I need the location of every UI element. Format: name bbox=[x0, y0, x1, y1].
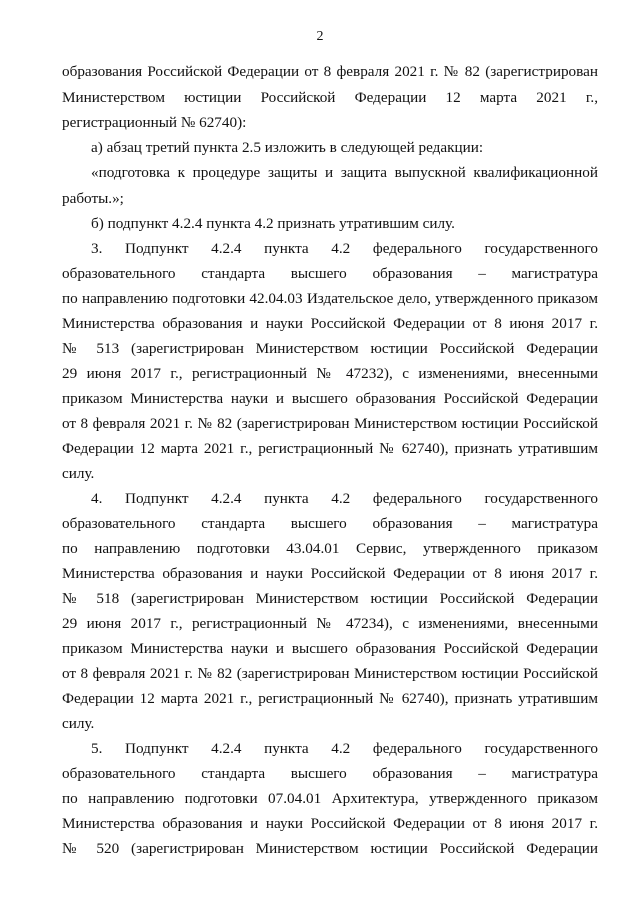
text-line: от 8 февраля 2021 г. № 82 (зарегистрирован Министерством юстиции Российской bbox=[62, 665, 598, 682]
text-line: Министерства образования и науки Российской Федерации от 8 июня 2017 г. bbox=[62, 565, 598, 582]
text-line: б) подпункт 4.2.4 пункта 4.2 признать утратившим силу. bbox=[91, 215, 455, 232]
text-line: № 520 (зарегистрирован Министерством юстиции Российской Федерации bbox=[62, 840, 598, 857]
text-line: а) абзац третий пункта 2.5 изложить в следующей редакции: bbox=[91, 139, 484, 156]
text-line: 5. Подпункт 4.2.4 пункта 4.2 федерального государственного bbox=[91, 740, 598, 757]
text-line: работы.»; bbox=[62, 190, 124, 207]
text-line: 4. Подпункт 4.2.4 пункта 4.2 федерального государственного bbox=[91, 490, 598, 507]
text-line: образования Российской Федерации от 8 февраля 2021 г. № 82 (зарегистрирован bbox=[62, 63, 598, 80]
text-line: силу. bbox=[62, 715, 95, 732]
text-line: образовательного стандарта высшего образования – магистратура bbox=[62, 765, 598, 782]
text-line: «подготовка к процедуре защиты и защита выпускной квалификационной bbox=[91, 164, 598, 181]
text-line: Федерации 12 марта 2021 г., регистрационный № 62740), признать утратившим bbox=[62, 690, 598, 707]
text-line: по направлению подготовки 42.04.03 Издательское дело, утвержденного приказом bbox=[62, 290, 598, 307]
text-line: по направлению подготовки 07.04.01 Архитектура, утвержденного приказом bbox=[62, 790, 598, 807]
text-line: образовательного стандарта высшего образования – магистратура bbox=[62, 265, 598, 282]
text-line: приказом Министерства науки и высшего образования Российской Федерации bbox=[62, 390, 598, 407]
text-line: Министерством юстиции Российской Федерации 12 марта 2021 г., bbox=[62, 89, 598, 106]
text-line: 29 июня 2017 г., регистрационный № 47234), с изменениями, внесенными bbox=[62, 615, 598, 632]
page-number: 2 bbox=[316, 29, 324, 44]
text-line: по направлению подготовки 43.04.01 Сервис, утвержденного приказом bbox=[62, 540, 598, 557]
text-line: № 513 (зарегистрирован Министерством юстиции Российской Федерации bbox=[62, 340, 598, 357]
text-line: регистрационный № 62740): bbox=[62, 114, 247, 131]
text-line: № 518 (зарегистрирован Министерством юстиции Российской Федерации bbox=[62, 590, 598, 607]
text-line: приказом Министерства науки и высшего образования Российской Федерации bbox=[62, 640, 598, 657]
text-line: 29 июня 2017 г., регистрационный № 47232), с изменениями, внесенными bbox=[62, 365, 598, 382]
text-line: 3. Подпункт 4.2.4 пункта 4.2 федерального государственного bbox=[91, 240, 598, 257]
text-line: Федерации 12 марта 2021 г., регистрационный № 62740), признать утратившим bbox=[62, 440, 598, 457]
text-line: силу. bbox=[62, 465, 95, 482]
text-line: от 8 февраля 2021 г. № 82 (зарегистрирован Министерством юстиции Российской bbox=[62, 415, 598, 432]
text-line: Министерства образования и науки Российской Федерации от 8 июня 2017 г. bbox=[62, 815, 598, 832]
text-line: Министерства образования и науки Российской Федерации от 8 июня 2017 г. bbox=[62, 315, 598, 332]
text-line: образовательного стандарта высшего образования – магистратура bbox=[62, 515, 598, 532]
